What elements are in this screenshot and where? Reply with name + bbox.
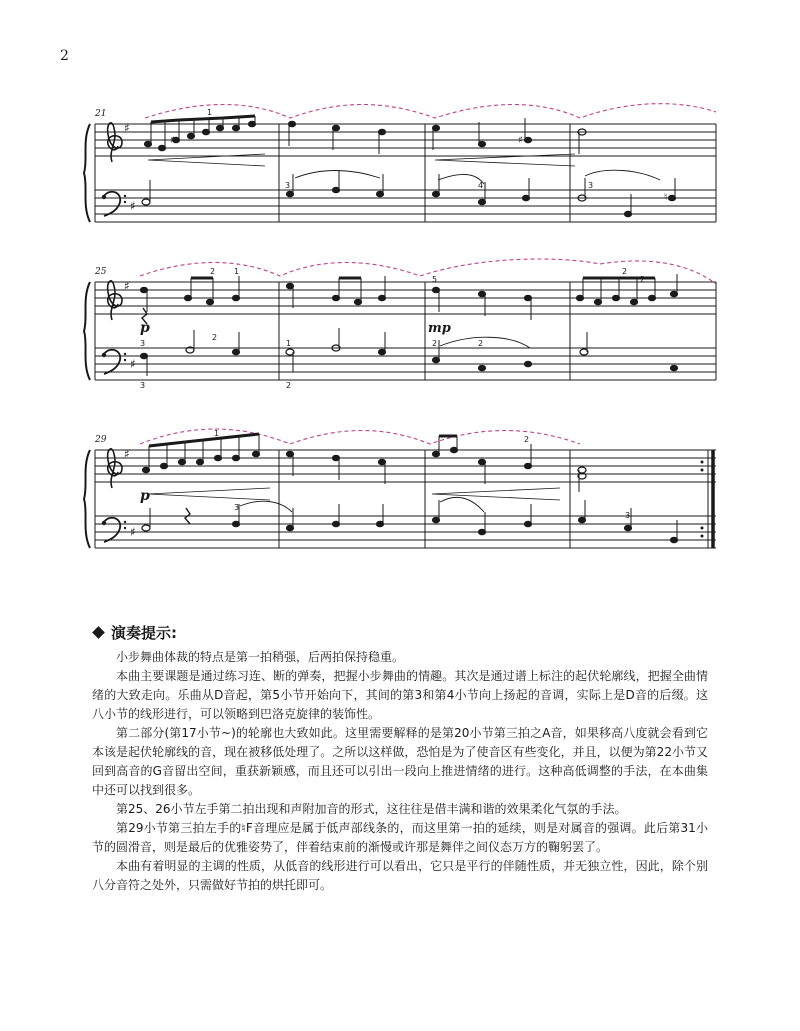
bass-clef xyxy=(104,192,120,216)
hint-paragraph: 本曲主要课题是通过练习连、断的弹奏，把握小步舞曲的情趣。其次是通过谱上标注的起伏轮廓线，把握全曲情绪的大致走向。乐曲从D音起，第5小节开始向下，其间的第3和第4小节向上扬起的音调，实际上是D音的后缀。这八小节的线形进行，可以领略到巴洛克旋律的装饰性。 xyxy=(92,669,708,721)
fingering: 1 xyxy=(286,339,292,348)
fingering: 3 xyxy=(140,381,146,390)
hint-paragraph: 第25、26小节左手第二拍出现和声附加音的形式，这往往是借丰满和谐的效果柔化气氛的手法。 xyxy=(116,802,627,816)
fingering: 1 xyxy=(234,267,240,276)
brace xyxy=(84,124,90,222)
fingering: 2 xyxy=(210,267,216,276)
dynamic-mp-27: mp xyxy=(428,321,451,336)
measure-number-29: 29 xyxy=(95,435,107,445)
svg-text:♯: ♯ xyxy=(170,135,175,146)
measure-number-21: 21 xyxy=(95,109,107,119)
fingering: 4 xyxy=(478,181,484,190)
system-1 xyxy=(84,104,716,222)
fingering: 2 xyxy=(212,333,218,342)
fingering: 2 xyxy=(524,435,530,444)
fingering: 5 xyxy=(432,275,438,284)
dynamic-p-29: p xyxy=(140,488,150,504)
measure-number-25: 25 xyxy=(95,267,107,277)
bass-staff-1 xyxy=(95,190,716,222)
system-2 xyxy=(84,259,716,380)
fingering: 3 xyxy=(588,181,594,190)
contour-line xyxy=(145,104,716,118)
svg-text:♯: ♯ xyxy=(130,199,136,213)
diamond-bullet-icon xyxy=(92,626,105,639)
hint-paragraph: 本曲有着明显的主调的性质，从低音的线形进行可以看出，它只是平行的伴随性质，并无独立性，因此，除个别八分音符之处外，只需做好节拍的烘托即可。 xyxy=(92,859,708,892)
fingering: 3 xyxy=(285,181,291,190)
performance-hints-body xyxy=(92,648,708,895)
svg-text:♮: ♮ xyxy=(664,192,668,203)
fingering: 2 xyxy=(640,275,646,284)
svg-text:♯: ♯ xyxy=(518,135,523,146)
hint-paragraph: 第29小节第三拍左手的♮F音理应是属于低声部线条的，而这里第一拍的延续，则是对属音的强调。此后第31小节的圆滑音，则是最后的优雅姿势了，伴着结束前的渐慢或许那是舞伴之间仪态万方的鞠躬罢了。 xyxy=(92,821,708,854)
fingering: 2 xyxy=(622,267,628,276)
fingering: 2 xyxy=(432,339,438,348)
hint-paragraph: 小步舞曲体裁的特点是第一拍稍强，后两拍保持稳重。 xyxy=(116,650,405,664)
fingering: 3 xyxy=(625,511,631,520)
fingering: 3 xyxy=(234,503,240,512)
fingering: 3 xyxy=(140,339,146,348)
page-number: 2 xyxy=(60,48,69,64)
svg-text:♯: ♯ xyxy=(124,279,130,293)
svg-text:♯: ♯ xyxy=(124,447,130,461)
performance-hints-heading xyxy=(92,622,177,643)
fingering: 2 xyxy=(286,381,292,390)
hint-paragraph: 第二部分(第17小节~)的轮廓也大致如此。这里需要解释的是第20小节第三拍之A音，如果移高八度就会看到它本该是起伏轮廓线的音，现在被移低处理了。之所以这样做，恐怕是为了使音区有些变化，并且，以便为第22小节又回到高音的G音留出空间，重获新颖感，而且还可以引出一段向上推进情绪的进行。这种高低调整的手法，在本曲集中还可以找到很多。 xyxy=(92,726,708,797)
svg-text:♯: ♯ xyxy=(130,357,136,371)
fingering: 1 xyxy=(214,429,220,438)
performance-hints-title: 演奏提示: xyxy=(111,624,177,642)
treble-staff-1 xyxy=(95,124,716,156)
svg-text:♯: ♯ xyxy=(130,525,136,539)
svg-text:♯: ♯ xyxy=(124,121,130,135)
system-3 xyxy=(84,308,716,548)
fingering: 1 xyxy=(207,108,213,117)
fingering: 2 xyxy=(478,339,484,348)
dynamic-p-25: p xyxy=(140,320,150,336)
